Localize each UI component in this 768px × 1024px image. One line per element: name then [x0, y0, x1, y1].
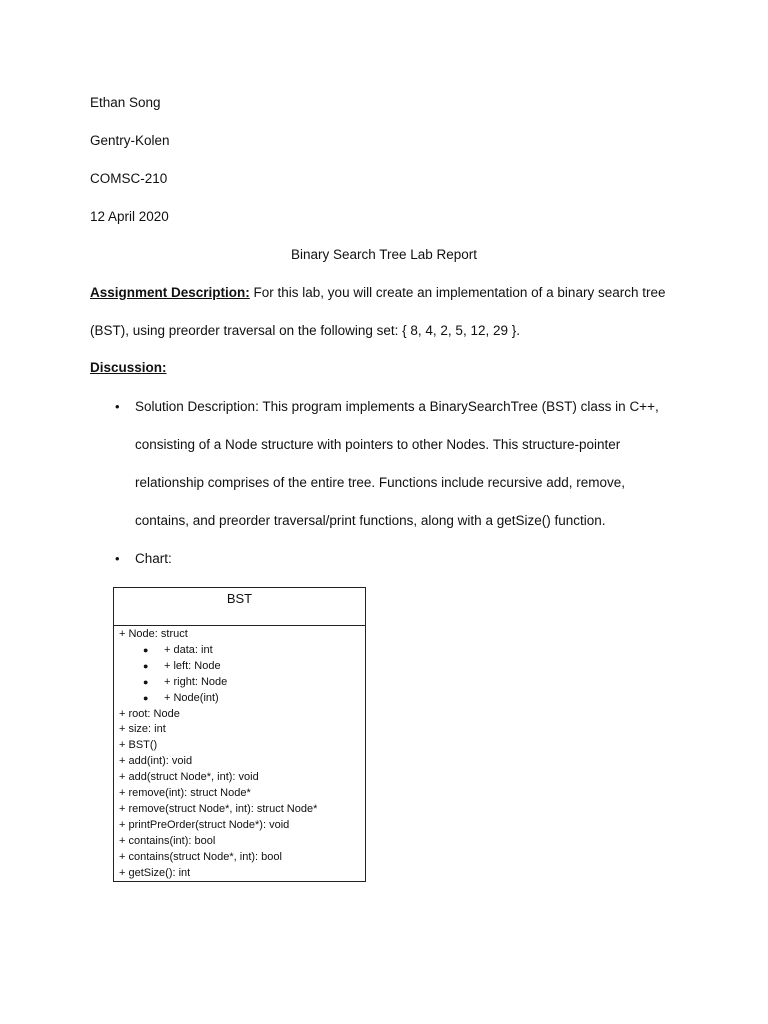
- uml-member: + remove(int): struct Node*: [119, 787, 251, 800]
- solution-line-2: consisting of a Node structure with pointers to other Nodes. This structure-pointer: [135, 437, 621, 452]
- uml-member: + Node: struct: [119, 628, 188, 640]
- course-code: COMSC-210: [90, 171, 168, 186]
- uml-member: + size: int: [119, 723, 166, 736]
- uml-sub-member: ● + data: int: [119, 643, 365, 659]
- uml-member: + add(int): void: [119, 755, 193, 768]
- uml-member: + contains(struct Node*, int): bool: [119, 850, 282, 863]
- uml-member: + contains(int): bool: [119, 834, 216, 847]
- assignment-paragraph-line-1: [90, 284, 665, 302]
- report-title: Binary Search Tree Lab Report: [290, 247, 478, 262]
- discussion-heading: [90, 359, 167, 377]
- uml-sub-member: ● + left: Node: [119, 659, 365, 675]
- uml-member: + getSize(): int: [119, 866, 191, 879]
- uml-member: + remove(struct Node*, int): struct Node*: [119, 802, 318, 815]
- solution-line-4: contains, and preorder traversal/print functions, along with a getSize() function.: [135, 513, 606, 528]
- uml-member: + root: Node: [119, 707, 180, 720]
- uml-class-name: BST: [114, 588, 365, 626]
- solution-line-3: relationship comprises of the entire tree. Functions include recursive add, remove,: [135, 475, 625, 490]
- assignment-label: Assignment Description:: [90, 285, 250, 300]
- chart-label: Chart:: [135, 551, 172, 566]
- uml-member: + printPreOrder(struct Node*): void: [119, 818, 290, 831]
- assignment-text-1: For this lab, you will create an implementation of a binary search tree: [249, 285, 666, 300]
- bullet-icon: •: [115, 399, 120, 414]
- solution-line-1: Solution Description: This program implements a BinarySearchTree (BST) class in C++,: [135, 399, 659, 414]
- report-date: 12 April 2020: [90, 209, 169, 224]
- uml-class-diagram: [113, 587, 366, 882]
- bullet-icon: ●: [143, 676, 149, 687]
- author-name: Ethan Song: [90, 95, 161, 110]
- bullet-icon: ●: [143, 692, 149, 703]
- assignment-paragraph-line-2: (BST), using preorder traversal on the following set: { 8, 4, 2, 5, 12, 29 }.: [90, 323, 520, 338]
- uml-member: + add(struct Node*, int): void: [119, 771, 259, 784]
- bullet-icon: ●: [143, 644, 149, 655]
- instructor-name: Gentry-Kolen: [90, 133, 170, 148]
- bullet-icon: •: [115, 551, 120, 566]
- uml-members: [114, 626, 365, 882]
- uml-member: + BST(): [119, 739, 158, 752]
- uml-sub-member: ● + right: Node: [119, 675, 365, 691]
- discussion-label: Discussion:: [90, 360, 167, 375]
- uml-sub-member: ● + Node(int): [119, 691, 365, 707]
- bullet-icon: ●: [143, 660, 149, 671]
